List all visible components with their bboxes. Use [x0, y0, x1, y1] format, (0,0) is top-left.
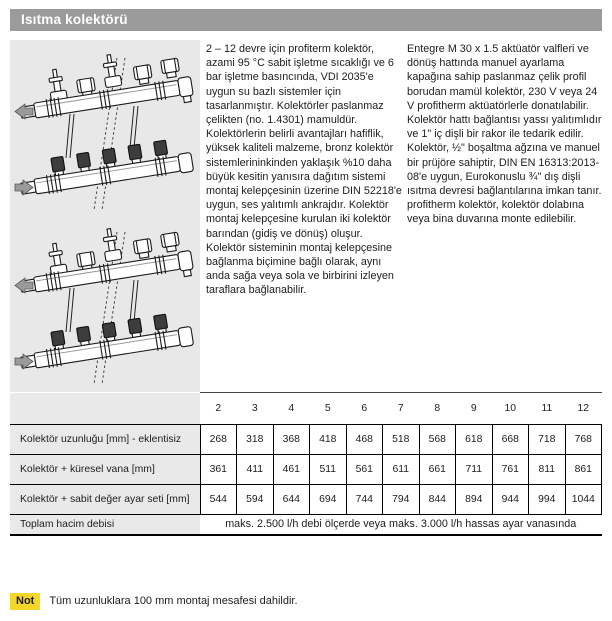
value-cell: 994: [529, 485, 566, 515]
value-cell: 668: [492, 425, 529, 455]
value-cell: 1044: [565, 485, 602, 515]
value-cell: 361: [200, 455, 237, 485]
table-row: [10, 485, 602, 515]
col-header: 6: [346, 393, 383, 425]
col-header: 8: [419, 393, 456, 425]
value-cell: 744: [346, 485, 383, 515]
value-cell: 418: [310, 425, 347, 455]
value-cell: 468: [346, 425, 383, 455]
col-header: 11: [529, 393, 566, 425]
value-cell: 694: [310, 485, 347, 515]
note-badge: Not: [10, 593, 40, 610]
col-header: 7: [383, 393, 420, 425]
flow-rate-row: [10, 515, 602, 535]
value-cell: 568: [419, 425, 456, 455]
note-text: Tüm uzunluklara 100 mm montaj mesafesi dahildir.: [49, 595, 298, 607]
page-title: Isıtma kolektörü: [10, 9, 602, 31]
value-cell: 411: [237, 455, 274, 485]
row-label: Kolektör + küresel vana [mm]: [10, 455, 200, 485]
value-cell: 368: [273, 425, 310, 455]
col-header: 3: [237, 393, 274, 425]
value-cell: 268: [200, 425, 237, 455]
value-cell: 318: [237, 425, 274, 455]
table-corner-cell: [10, 393, 200, 425]
col-header: 5: [310, 393, 347, 425]
value-cell: 944: [492, 485, 529, 515]
table-row: [10, 425, 602, 455]
flow-row-label: Toplam hacim debisi: [10, 515, 200, 535]
value-cell: 761: [492, 455, 529, 485]
value-cell: 618: [456, 425, 493, 455]
illustration-panel: [10, 40, 200, 392]
col-header: 4: [273, 393, 310, 425]
value-cell: 561: [346, 455, 383, 485]
table-header-row: [10, 393, 602, 425]
value-cell: 611: [383, 455, 420, 485]
value-cell: 794: [383, 485, 420, 515]
col-header: 10: [492, 393, 529, 425]
value-cell: 661: [419, 455, 456, 485]
col-header: 2: [200, 393, 237, 425]
description-column-1: 2 – 12 devre için profiterm kolektör, azami 95 °C sabit işletme sıcaklığı ve 6 bar işletme basıncında, VDI 2035'e uygun su bazlı sistemler için tasarlanmıştır. Kolektörler paslanmaz çelikten (no. 1.4301) mamuldür. Kolektörlerin belirli avantajları hafiflik, yüksek kaliteli malzeme, bronz kolektör sistemlerininkinden yaklaşık %10 daha büyük kesitin yanısıra dağıtım sistemi montaj kelepçesinin üzerine DIN 52218'e uygun, ses yalıtımlı ankrajdır. Kolektör montaj kelepçesine kurulan iki kolektör barından (gidiş ve dönüş) oluşur. Kolektör sisteminin montaj kelepçesine bağlanma biçimine bağlı olarak, aynı anda sağa veya sola ve birbirini izleyen taraflara bağlanabilir.: [206, 43, 402, 297]
row-label: Kolektör + sabit değer ayar seti [mm]: [10, 485, 200, 515]
col-header: 12: [565, 393, 602, 425]
value-cell: 644: [273, 485, 310, 515]
value-cell: 518: [383, 425, 420, 455]
value-cell: 718: [529, 425, 566, 455]
row-label: Kolektör uzunluğu [mm] - eklentisiz: [10, 425, 200, 455]
value-cell: 768: [565, 425, 602, 455]
col-header: 9: [456, 393, 493, 425]
spec-table: [10, 392, 602, 536]
value-cell: 594: [237, 485, 274, 515]
note: [10, 593, 298, 610]
table-row: [10, 455, 602, 485]
value-cell: 511: [310, 455, 347, 485]
manifold-illustration-1: [14, 48, 196, 218]
value-cell: 711: [456, 455, 493, 485]
value-cell: 861: [565, 455, 602, 485]
value-cell: 894: [456, 485, 493, 515]
value-cell: 811: [529, 455, 566, 485]
value-cell: 844: [419, 485, 456, 515]
description-column-2: Entegre M 30 x 1.5 aktüatör valfleri ve dönüş hattında manuel ayarlama kapağına sahip paslanmaz çelik profil borudan mamül kolektör, 230 V veya 24 V profitherm aktüatörlerle donatılabilir. Kolektör hattı bağlantısı yassı yalıtımlıdır ve 1" iç dişli bir rakor ile tedarik edilir. Kolektör, ½" boşaltma ağzına ve manuel bir prüjöre sahiptir, DIN EN 16313:2013-08'e uygun, Eurokonuslu ¾" dış dişli ısıtma devresi bağlantılarına imkan tanır. profitherm kolektör, kolektör dolabına veya bina duvarına monte edilebilir.: [407, 43, 602, 226]
value-cell: 544: [200, 485, 237, 515]
manifold-illustration-2: [14, 222, 196, 392]
flow-row-value: maks. 2.500 l/h debi ölçerde veya maks. 3.000 l/h hassas ayar vanasında: [200, 515, 602, 535]
value-cell: 461: [273, 455, 310, 485]
